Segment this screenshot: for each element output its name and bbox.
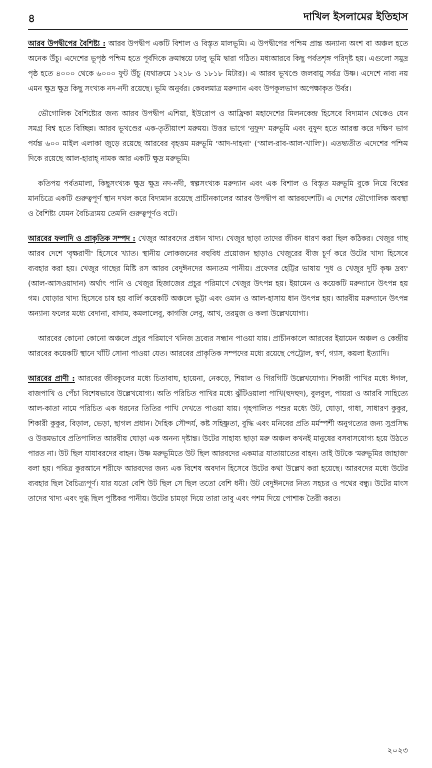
header-rule: [28, 29, 408, 30]
section-heading: আরবের প্রাণী :: [28, 374, 75, 383]
paragraph-text: খেজুর আরবদের প্রধান খাদ্য। খেজুর ছাড়া তাদের জীবন ধারণ করা ছিল কঠিকর। খেজুর গাছ আরব দেশে 'বৃক্ষরাণী' হিসেবে খ্যাত। স্থানীয় লোকজনের বহুবিধ প্রয়োজন ছাড়াও খেজুরের বীজ চূর্ণ করে উটের খাদ্য হিসেবে ব্যবহার করা হয়। খেজুর গাছের মিষ্টি রস আরব বেদুঈনদের অন্যতম পানীয়। প্রফেসর হেট্টির ভাষায় 'দুধ ও খেজুর দুটি কৃষ্ণ দ্রব্য' (আল-আসওয়াদান) অর্থাৎ পানি ও খেজুর হিজাজের প্রচুর পরিমাণে খেজুর উৎপন্ন হয়। ইয়ামেন ও কয়েকটি মরুদ্যানে উৎপন্ন হয় গম। ঘোড়ার খাদ্য হিসেবে চাষ হয় বার্লি কয়েকটি অঞ্চলে ভুট্টা এবং ওমান ও আল-হাসায় ধান উৎপন্ন হয়। আরবীয় মরুদ্যানে উৎপন্ন অন্যান্য ফলের মধ্যে বেদানা, বাদাম, কমলালেবু, কাগজি লেবু, আখ, তরমুজ ও কলা উল্লেখযোগ্য।: [28, 234, 408, 318]
paragraph-text: ভৌগোলিক বৈশিষ্ট্যের জন্য আরব উপদ্বীপ এশিয়া, ইউরোপ ও আফ্রিকা মহাদেশের মিলনকেন্দ্র হিসেবে বিদ্যমান থেকেও যেন সমগ্র বিশ্ব হতে বিচ্ছিন্ন। আরব ভূখণ্ডের এক-তৃতীয়াংশ মরুময়। উত্তর ভাগে 'নুফুদ' মরুভূমি এবং নুফুদ হতে আরম্ভ করে দক্ষিণ ভাগ পর্যন্ত ৬০০ মাইল এলাকা জুড়ে রয়েছে আরবের বৃহত্তম মরুভূমি 'আদ-দাহনা' ('আল-রাব-আল-খালি')। এতদ্ব্যতীত এদেশের পশ্চিম দিকে রয়েছে আল-হারাহ্ নামক আর একটি ক্ষুদ্র মরুভূমি।: [28, 109, 408, 163]
paragraph-landscape: [28, 176, 408, 221]
page-number: ৪: [28, 12, 36, 25]
paragraph-text: আরব উপদ্বীপ একটি বিশাল ও বিস্তৃত মালভূমি। এ উপদ্বীপের পশ্চিম প্রান্ত অন্যান্য অংশ বা অঞ্চল হতে অনেক উঁচু। এদেশের ভূপৃষ্ঠ পশ্চিম হতে পূর্বদিকে ক্রমান্বয়ে ঢালু ভূমি দ্বারা গঠিত। মধ্যআরবে কিছু পর্বতশৃঙ্গ পরিদৃষ্ট হয়। এগুলো সমুদ্র পৃষ্ঠ হতে ৪০০০ থেকে ৬০০০ ফুট উঁচু (যথাক্রমে ১২১৮ ও ১৮১৮ মিটার)। এ আরব ভূখণ্ডে জলবায়ু সর্বত্র উষ্ণ। এদেশে নাব্য নয় এমন ক্ষুদ্র ক্ষুদ্র কিছু সংখ্যক নদ-নদী রয়েছে। ভূমি অনুর্বর। কেবলমাত্র মরুদ্যান এবং উপকূলভাগ অপেক্ষাকৃত উর্বর।: [28, 39, 408, 93]
page-body: [28, 36, 408, 516]
section-heading: আরবের ফলাদি ও প্রাকৃতিক সম্পদ :: [28, 234, 136, 243]
paragraph-minerals: [28, 331, 408, 361]
footer-code: ২০২৩: [387, 746, 408, 755]
section-heading: আরব উপদ্বীপের বৈশিষ্ট্য :: [28, 39, 106, 48]
paragraph-text: আরবের কোনো কোনো অঞ্চলে প্রচুর পরিমাণে খনিজ দ্রব্যের সন্ধান পাওয়া যায়। প্রাচীনকালে আরবের ইয়ামেন অঞ্চল ও কেন্দ্রীয় আরবের কয়েকটি স্থানে খাঁটি সোনা পাওয়া যেত। আরবের প্রাকৃতিক সম্পদের মধ্যে রয়েছে পেট্রোল, স্বর্ণ, গ্যাস, কয়লা ইত্যাদি।: [28, 334, 408, 358]
paragraph-arabian-peninsula-features: [28, 36, 408, 96]
paragraph-geography: [28, 106, 408, 166]
page-header: [28, 10, 408, 32]
paragraph-text: কতিপয় পর্বতমালা, কিছুসংখ্যক ক্ষুদ্র ক্ষুদ্র নদ-নদী, স্বল্পসংখ্যক মরুদ্যান এবং এক বিশাল ও বিস্তৃত মরুভূমি বুকে নিয়ে বিশ্বের মানচিত্রে একটি গুরুত্বপূর্ণ স্থান দখল করে বিদ্যমান রয়েছে প্রাচীনকালের আরব উপদ্বীপ বা আরবদেশটি। এ দেশের ভৌগোলিক অবস্থা ও বৈশিষ্ট্য যেমন বৈচিত্র্যময় তেমনি গুরুত্বপূর্ণও বটে।: [28, 179, 408, 218]
paragraph-text: আরবের জীবকুলের মধ্যে চিতাবাঘ, হায়েনা, নেকড়ে, শিয়াল ও গিরগিটি উল্লেখযোগ্য। শিকারী পাখির মধ্যে ঈগল, বাজপাখি ও পেঁচা বিশেষভাবে উল্লেখযোগ্য। অতি পরিচিত পাখির মধ্যে ঝুঁটিওয়ালা পাখি(হুদহুদ), বুলবুল, পায়রা ও আরবি সাহিত্যে আল-কাতা নামে পরিচিত এক ধরনের তিতির পাখি দেখতে পাওয়া যায়। গৃহপালিত পশুর মধ্যে উট, ঘোড়া, গাধা, সাধারণ কুকুর, শিকারী কুকুর, বিড়াল, ভেড়া, ছাগল প্রধান। দৈহিক সৌন্দর্য, কষ্ট সহিষ্ণুতা, বুদ্ধি এবং মনিবের প্রতি মর্মস্পর্শী অনুগত্যের জন্য সুপ্রসিদ্ধ ও উত্তমভাবে প্রতিপালিত আরবীয় ঘোড়া এক অনন্য দৃষ্টান্ত। উটের সাহায্য ছাড়া মরু অঞ্চল কখনই মানুষের বসবাসযোগ্য হয়ে উঠতে পারত না। উট ছিল যাযাবরদের বাহন। উষ্ণ মরুভূমিতে উট ছিল আরবদের একমাত্র যাতায়াতের বাহন। তাই উটকে 'মরুভূমির জাহাজ' বলা হয়। পবিত্র কুরআনে শরীফে আরবদের জন্য এক বিশেষ অবদান হিসেবে উটের কথা উল্লেখ করা হয়েছে। আরবদের মধ্যে উটের ব্যবহার ছিল বৈচিত্র্যপূর্ণ। যার যতো বেশি উট ছিল সে ছিল ততো বেশি ধনী। উট বেদুঈনদের নিত্য সহচর ও পথের বন্ধু। উটের মাংস তাদের খাদ্য এবং দুগ্ধ ছিল পুষ্টিকর পানীয়। উটের চামড়া দিয়ে তারা তাবু এবং পশম দিয়ে পোশাক তৈরী করত।: [28, 374, 408, 503]
book-title: দাখিল ইসলামের ইতিহাস: [303, 11, 408, 23]
paragraph-animals: [28, 371, 408, 506]
paragraph-fruits-and-resources: [28, 231, 408, 321]
